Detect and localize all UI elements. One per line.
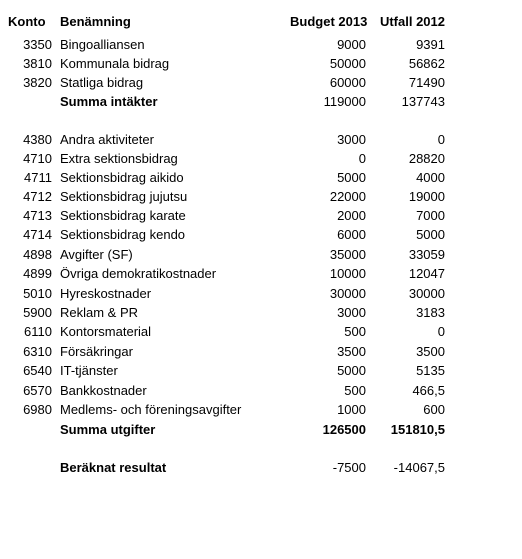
table-row [0, 322, 522, 341]
table-row [0, 381, 522, 400]
row-budget: 50000 [329, 56, 366, 71]
row-konto: 5010 [23, 286, 52, 301]
row-konto: 6980 [23, 402, 52, 417]
row-utfall: 19000 [408, 189, 445, 204]
row-budget: 5000 [337, 363, 366, 378]
row-budget: 1000 [337, 402, 366, 417]
table-row [0, 264, 522, 283]
row-utfall: 56862 [408, 56, 445, 71]
row-utfall: 7000 [416, 208, 445, 223]
row-utfall: 0 [437, 132, 445, 147]
header-budget: Budget 2013 [290, 14, 368, 29]
expenses-total-row [0, 420, 522, 439]
row-benamning: Reklam & PR [60, 305, 139, 320]
row-utfall: 33059 [408, 247, 445, 262]
row-utfall: 0 [437, 324, 445, 339]
row-utfall: 4000 [416, 170, 445, 185]
row-utfall: 3500 [416, 344, 445, 359]
expenses-total-utfall: 151810,5 [390, 422, 445, 437]
row-budget: 3500 [337, 344, 366, 359]
row-budget: 22000 [329, 189, 366, 204]
row-budget: 2000 [337, 208, 366, 223]
table-row [0, 168, 522, 187]
expenses-total-label: Summa utgifter [60, 422, 156, 437]
row-budget: 35000 [329, 247, 366, 262]
row-utfall: 3183 [416, 305, 445, 320]
row-benamning: Bingoalliansen [60, 37, 145, 52]
row-budget: 30000 [329, 286, 366, 301]
table-row [0, 245, 522, 264]
row-konto: 3820 [23, 75, 52, 90]
row-benamning: Andra aktiviteter [60, 132, 154, 147]
result-row [0, 458, 522, 477]
row-budget: 3000 [337, 305, 366, 320]
row-utfall: 5000 [416, 227, 445, 242]
row-utfall: 28820 [408, 151, 445, 166]
row-budget: 9000 [337, 37, 366, 52]
row-konto: 4711 [24, 170, 52, 185]
row-benamning: Kontorsmaterial [60, 324, 152, 339]
row-budget: 5000 [337, 170, 366, 185]
row-budget: 6000 [337, 227, 366, 242]
table-row [0, 130, 522, 149]
row-benamning: IT-tjänster [60, 363, 118, 378]
row-konto: 3350 [23, 37, 52, 52]
table-row [0, 187, 522, 206]
row-benamning: Extra sektionsbidrag [60, 151, 178, 166]
row-konto: 4712 [23, 189, 52, 204]
income-total-utfall: 137743 [401, 94, 445, 109]
header-utfall: Utfall 2012 [379, 14, 445, 29]
table-row [0, 54, 522, 73]
row-benamning: Sektionsbidrag jujutsu [60, 189, 188, 204]
table-row [0, 284, 522, 303]
row-utfall: 30000 [408, 286, 445, 301]
income-total-budget: 119000 [323, 94, 366, 109]
row-utfall: 600 [423, 402, 445, 417]
row-budget: 10000 [329, 266, 366, 281]
row-benamning: Sektionsbidrag kendo [60, 227, 186, 242]
result-budget: -7500 [332, 460, 366, 475]
row-benamning: Bankkostnader [60, 383, 147, 398]
income-total-row [0, 92, 522, 111]
header-benamning: Benämning [60, 14, 131, 29]
expenses-total-budget: 126500 [322, 422, 366, 437]
row-konto: 6310 [23, 344, 52, 359]
header-row [0, 12, 522, 31]
row-budget: 500 [344, 324, 366, 339]
row-utfall: 9391 [416, 37, 445, 52]
row-konto: 4380 [23, 132, 52, 147]
row-konto: 5900 [23, 305, 52, 320]
table-row [0, 35, 522, 54]
row-benamning: Statliga bidrag [60, 75, 144, 90]
row-benamning: Medlems- och föreningsavgifter [60, 402, 242, 417]
row-utfall: 71490 [408, 75, 445, 90]
table-row [0, 361, 522, 380]
table-row [0, 342, 522, 361]
table-row [0, 225, 522, 244]
row-benamning: Övriga demokratikostnader [60, 266, 217, 281]
row-budget: 60000 [329, 75, 366, 90]
row-konto: 3810 [23, 56, 52, 71]
row-benamning: Hyreskostnader [60, 286, 152, 301]
row-konto: 6110 [24, 324, 52, 339]
row-konto: 4713 [23, 208, 52, 223]
row-benamning: Sektionsbidrag aikido [60, 170, 184, 185]
row-benamning: Avgifter (SF) [60, 247, 133, 262]
row-konto: 4714 [23, 227, 52, 242]
row-utfall: 466,5 [412, 383, 445, 398]
table-row [0, 149, 522, 168]
row-benamning: Försäkringar [60, 344, 133, 359]
row-konto: 6540 [23, 363, 52, 378]
row-utfall: 5135 [416, 363, 445, 378]
income-total-label: Summa intäkter [60, 94, 158, 109]
table-row [0, 206, 522, 225]
row-budget: 0 [358, 151, 366, 166]
result-utfall: -14067,5 [393, 460, 445, 475]
table-row [0, 303, 522, 322]
row-konto: 4899 [23, 266, 52, 281]
row-benamning: Sektionsbidrag karate [60, 208, 186, 223]
table-row [0, 73, 522, 92]
row-konto: 6570 [23, 383, 52, 398]
row-konto: 4710 [23, 151, 52, 166]
row-konto: 4898 [23, 247, 52, 262]
row-utfall: 12047 [408, 266, 445, 281]
row-budget: 500 [344, 383, 366, 398]
row-budget: 3000 [337, 132, 366, 147]
table-row [0, 400, 522, 419]
header-konto: Konto [8, 14, 46, 29]
row-benamning: Kommunala bidrag [60, 56, 170, 71]
result-label: Beräknat resultat [60, 460, 167, 475]
